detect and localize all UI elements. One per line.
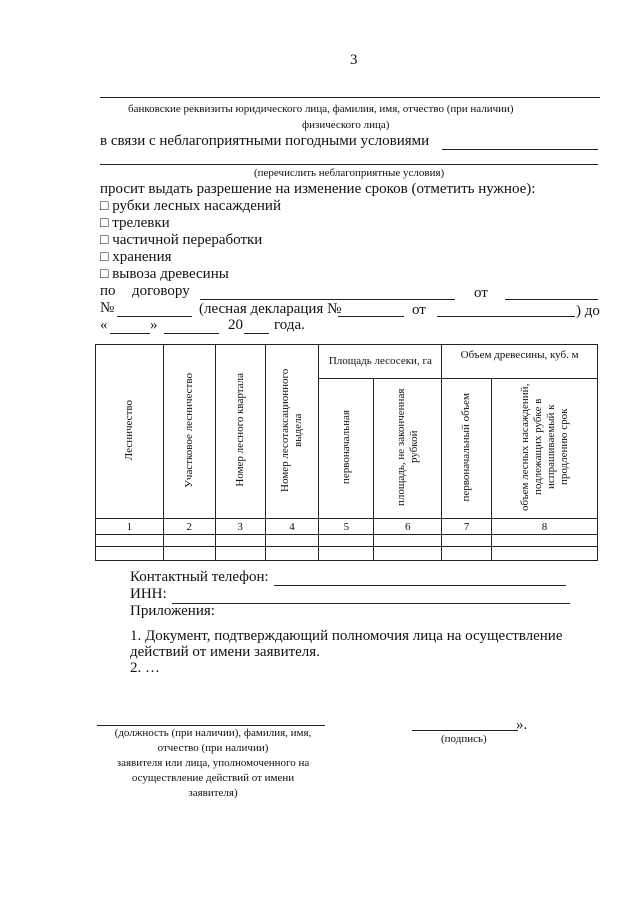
table-cell[interactable] <box>96 535 164 547</box>
table-cell[interactable] <box>374 535 442 547</box>
page-number: 3 <box>350 52 358 68</box>
signature-line[interactable] <box>412 730 518 731</box>
table-cell[interactable] <box>319 535 374 547</box>
header-area-group: Площадь лесосеки, га <box>319 345 442 379</box>
table-cell[interactable] <box>163 535 215 547</box>
col-number: 2 <box>163 519 215 535</box>
attachments-label: Приложения: <box>130 603 215 619</box>
checkbox-icon[interactable]: □ <box>100 267 109 282</box>
table-cell[interactable] <box>215 547 265 561</box>
header-area-initial: первоначальная <box>319 379 374 519</box>
date-day-field[interactable] <box>110 333 150 334</box>
header-uchastkovoe: Участковое лесничество <box>163 345 215 519</box>
table-cell[interactable] <box>265 535 319 547</box>
declaration-label: (лесная декларация № <box>199 301 342 317</box>
option-export[interactable]: □ вывоза древесины <box>100 266 229 282</box>
table-number-row <box>96 519 598 535</box>
header-vydel: Номер лесотаксационного выдела <box>265 345 319 519</box>
table-cell[interactable] <box>265 547 319 561</box>
table-cell[interactable] <box>442 547 492 561</box>
weather-field-line[interactable] <box>442 149 598 150</box>
header-kvartal: Номер лесного квартала <box>215 345 265 519</box>
header-volume-initial: первоначальный объем <box>442 379 492 519</box>
contract-ot: от <box>474 285 488 301</box>
contract-po: по <box>100 283 116 299</box>
checkbox-icon[interactable]: □ <box>100 216 109 231</box>
col-number: 6 <box>374 519 442 535</box>
date-year-prefix: 20 <box>228 317 243 333</box>
request-text: просит выдать разрешение на изменение сроков (отметить нужное): <box>100 181 536 197</box>
declaration-date-field[interactable] <box>437 316 575 317</box>
table-row[interactable] <box>96 547 598 561</box>
date-year-suffix: года. <box>274 317 305 333</box>
table-cell[interactable] <box>319 547 374 561</box>
table-cell[interactable] <box>492 547 598 561</box>
date-month-field[interactable] <box>164 333 219 334</box>
attachment-2: 2. … <box>130 660 160 676</box>
date-year-field[interactable] <box>244 333 269 334</box>
col-number: 3 <box>215 519 265 535</box>
header-lesnichestvo: Лесничество <box>96 345 164 519</box>
option-skidding[interactable]: □ трелевки <box>100 215 170 231</box>
attachment-1-line1: 1. Документ, подтверждающий полномочия лица на осуществление <box>130 628 563 644</box>
inn-field[interactable] <box>172 603 570 604</box>
declaration-number-field[interactable] <box>338 316 404 317</box>
table-cell[interactable] <box>96 547 164 561</box>
col-number: 5 <box>319 519 374 535</box>
bank-details-line <box>100 97 600 98</box>
option-storage[interactable]: □ хранения <box>100 249 172 265</box>
option-processing[interactable]: □ частичной переработки <box>100 232 263 248</box>
bank-caption-line2: физического лица) <box>302 119 390 131</box>
declaration-ot: от <box>412 302 426 318</box>
table-cell[interactable] <box>442 535 492 547</box>
weather-label: в связи с неблагоприятными погодными условиями <box>100 133 430 149</box>
contract-date-field[interactable] <box>505 299 598 300</box>
felling-table <box>95 344 598 561</box>
header-volume-requested: объем лесных насаждений, подлежащих рубке в испрашиваемый к продлению срок <box>492 379 598 519</box>
col-number: 4 <box>265 519 319 535</box>
signature-caption: (подпись) <box>441 733 487 745</box>
table-cell[interactable] <box>215 535 265 547</box>
attachment-1-line2: действий от имени заявителя. <box>130 644 320 660</box>
contract-field[interactable] <box>200 299 455 300</box>
table-cell[interactable] <box>374 547 442 561</box>
date-quote-close: » <box>150 317 158 333</box>
checkbox-icon[interactable]: □ <box>100 199 109 214</box>
table-row[interactable] <box>96 535 598 547</box>
col-number: 8 <box>492 519 598 535</box>
checkbox-icon[interactable]: □ <box>100 233 109 248</box>
header-area-unfinished: площадь, не законченная рубкой <box>374 379 442 519</box>
col-number: 1 <box>96 519 164 535</box>
contract-number-sign: № <box>100 300 115 316</box>
date-quote-open: « <box>100 317 108 333</box>
bank-caption-line1: банковские реквизиты юридического лица, фамилия, имя, отчество (при наличии) <box>128 103 514 115</box>
table-cell[interactable] <box>163 547 215 561</box>
checkbox-icon[interactable]: □ <box>100 250 109 265</box>
weather-field-line-2[interactable] <box>100 164 598 165</box>
contact-phone-label: Контактный телефон: <box>130 569 269 585</box>
signature-left-caption: (должность (при наличии), фамилия, имя, отчество (при наличии) заявителя или лица, уполномоченного на осуществление действий от имени заявителя) <box>114 727 312 799</box>
col-number: 7 <box>442 519 492 535</box>
weather-caption: (перечислить неблагоприятные условия) <box>254 167 445 179</box>
declaration-do: ) до <box>576 303 600 319</box>
signature-end: ». <box>516 717 528 733</box>
header-volume-group: Объем древесины, куб. м <box>442 345 598 379</box>
contact-phone-field[interactable] <box>274 585 566 586</box>
inn-label: ИНН: <box>130 586 167 602</box>
option-felling[interactable]: □ рубки лесных насаждений <box>100 198 281 214</box>
contract-dogovoru: договору <box>132 283 190 299</box>
table-cell[interactable] <box>492 535 598 547</box>
